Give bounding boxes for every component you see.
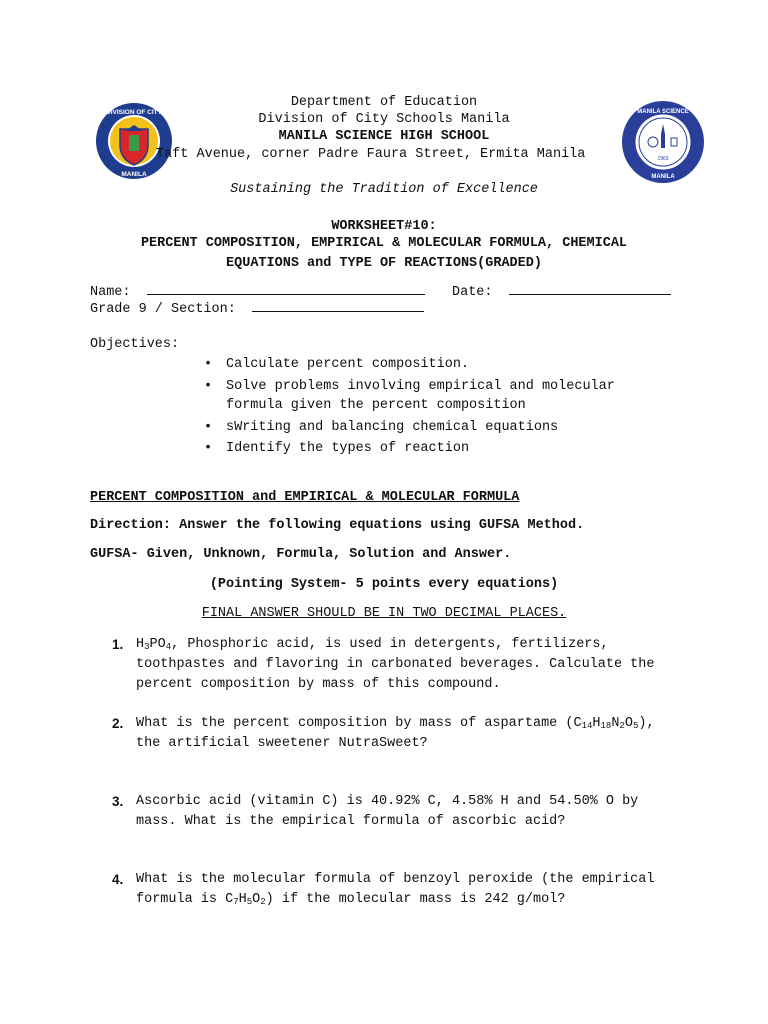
date-blank[interactable] bbox=[509, 282, 671, 295]
svg-text:MANILA SCIENCE: MANILA SCIENCE bbox=[637, 109, 689, 115]
objectives-label: Objectives: bbox=[90, 337, 180, 352]
name-label: Name: bbox=[90, 285, 131, 300]
objective-item: • Calculate percent composition. bbox=[200, 355, 670, 375]
question-text: What is the percent composition by mass of aspartame $(C_{14}H_{18}N_2O_5)$, the artificial sweetener NutraSweet? bbox=[136, 716, 655, 751]
question-text: Ascorbic acid (vitamin C) is 40.92% C, 4.58% H and 54.50% O by mass. What is the empirical formula of ascorbic acid? bbox=[136, 794, 639, 829]
worksheet-title: WORKSHEET#10: bbox=[331, 219, 437, 234]
date-field bbox=[452, 282, 671, 303]
school-name: MANILA SCIENCE HIGH SCHOOL bbox=[278, 129, 490, 144]
question-text: What is the molecular formula of benzoyl peroxide (the empirical formula is $C_7H_5O_2$) if the molecular mass is 242 g/mol? bbox=[136, 872, 655, 907]
svg-text:MANILA: MANILA bbox=[121, 171, 147, 178]
question-1 bbox=[112, 635, 672, 695]
division-name: Division of City Schools Manila bbox=[258, 112, 510, 127]
grade-section-field bbox=[90, 299, 424, 320]
objective-item: • Solve problems involving empirical and molecular formula given the percent composition bbox=[200, 377, 670, 416]
final-answer-note: FINAL ANSWER SHOULD BE IN TWO DECIMAL PLACES. bbox=[201, 606, 567, 621]
worksheet-subtitle-line1: PERCENT COMPOSITION, EMPIRICAL & MOLECULAR FORMULA, CHEMICAL bbox=[140, 236, 628, 251]
objective-item: • sWriting and balancing chemical equations bbox=[200, 418, 670, 438]
question-number: 4. bbox=[112, 872, 124, 887]
svg-text:1963: 1963 bbox=[657, 156, 669, 162]
question-4 bbox=[112, 870, 672, 910]
objective-item: • Identify the types of reaction bbox=[200, 439, 670, 459]
gufsa-text: GUFSA- Given, Unknown, Formula, Solution and Answer. bbox=[90, 547, 512, 562]
pointing-system: (Pointing System- 5 points every equations) bbox=[209, 577, 559, 592]
name-blank[interactable] bbox=[147, 282, 425, 295]
question-number: 1. bbox=[112, 637, 124, 652]
question-text: $H_3PO_4$, Phosphoric acid, is used in detergents, fertilizers, toothpastes and flavoring in carbonated beverages. Calculate the percent composition by mass of this compound. bbox=[136, 637, 655, 692]
worksheet-subtitle-line2: EQUATIONS and TYPE OF REACTIONS(GRADED) bbox=[226, 256, 542, 271]
date-label: Date: bbox=[452, 285, 493, 300]
grade-section-label: Grade 9 / Section: bbox=[90, 302, 236, 317]
section-blank[interactable] bbox=[252, 299, 424, 312]
question-number: 2. bbox=[112, 716, 124, 731]
school-address: Taft Avenue, corner Padre Faura Street, Ermita Manila bbox=[156, 147, 586, 162]
svg-text:DIVISION OF CITY: DIVISION OF CITY bbox=[106, 109, 162, 116]
direction-text: Direction: Answer the following equations using GUFSA Method. bbox=[90, 518, 585, 533]
dept-name: Department of Education bbox=[290, 95, 478, 110]
objectives-list bbox=[200, 355, 670, 461]
section-heading: PERCENT COMPOSITION and EMPIRICAL & MOLECULAR FORMULA bbox=[90, 490, 520, 505]
question-2 bbox=[112, 714, 672, 754]
svg-text:MANILA: MANILA bbox=[651, 174, 675, 180]
tagline: Sustaining the Tradition of Excellence bbox=[230, 182, 538, 197]
question-3 bbox=[112, 792, 672, 832]
question-number: 3. bbox=[112, 794, 124, 809]
